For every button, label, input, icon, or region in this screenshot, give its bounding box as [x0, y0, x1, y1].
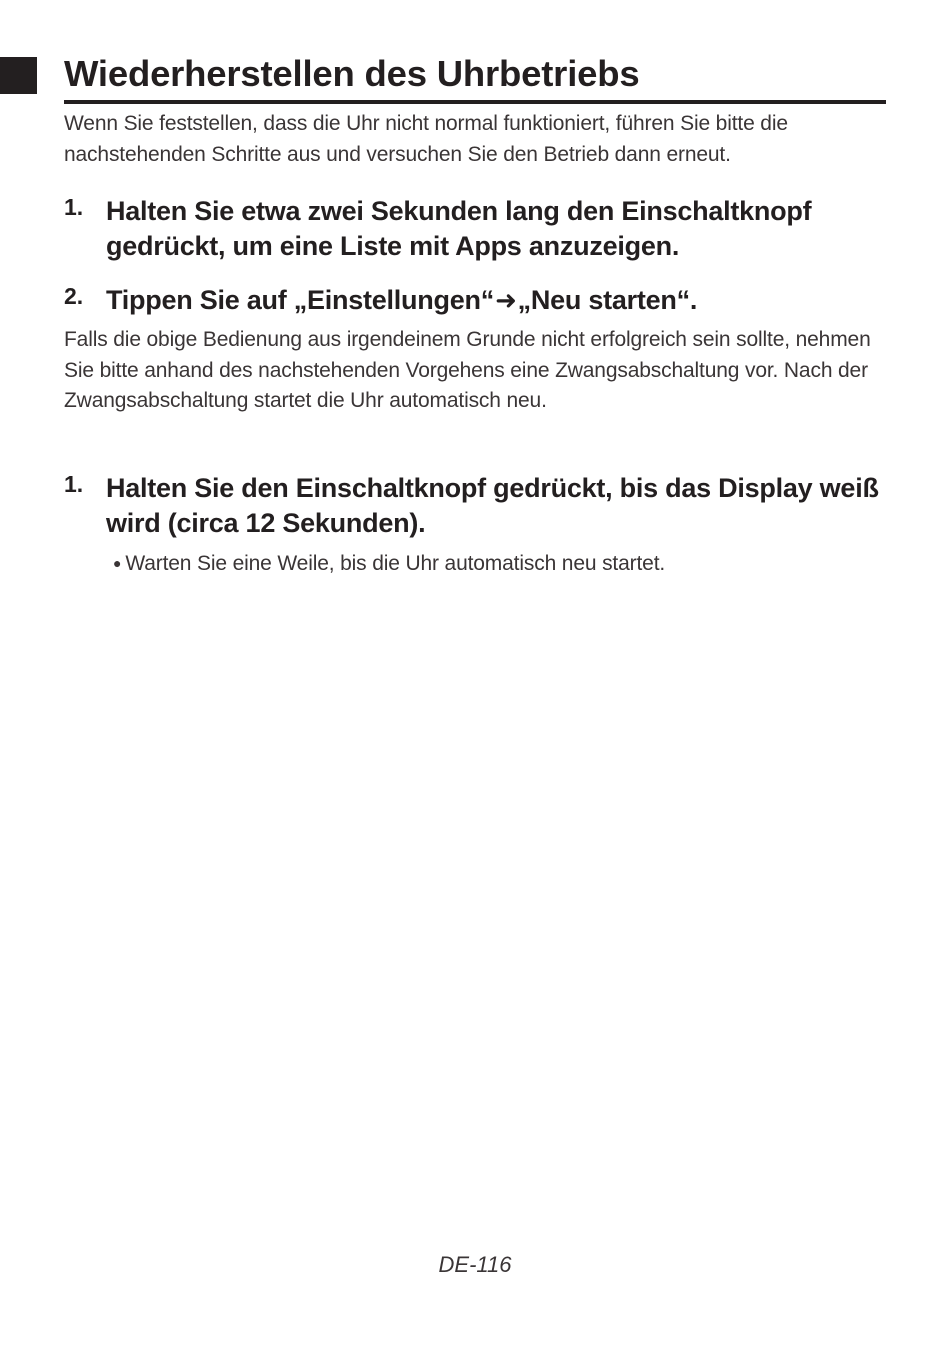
restart-step-1 [64, 194, 894, 264]
step-number: 2. [64, 283, 84, 309]
step-text-before: Tippen Sie auf „Einstellungen“ [106, 285, 495, 315]
bullet-dot-icon: ● [113, 555, 122, 571]
intro-paragraph: Wenn Sie feststellen, dass die Uhr nicht normal funktioniert, führen Sie bitte die nachstehenden Schritte aus und versuchen Sie den Betrieb dann erneut. [64, 112, 788, 166]
title-underline [64, 100, 886, 104]
bullet-text: Warten Sie eine Weile, bis die Uhr automatisch neu startet. [125, 552, 666, 575]
restart-step-2 [64, 283, 894, 318]
step-text: Halten Sie etwa zwei Sekunden lang den Einschaltknopf gedrückt, um eine Liste mit Apps anzuzeigen. [106, 196, 812, 261]
section-marker [0, 57, 37, 94]
step-text: Halten Sie den Einschaltknopf gedrückt, bis das Display weiß wird (circa 12 Sekunden). [106, 473, 879, 538]
page-number: DE-116 [438, 1252, 512, 1277]
step-text-after: „Neu starten“. [517, 285, 698, 315]
page-title: Wiederherstellen des Uhrbetriebs [64, 53, 640, 94]
forced-shutdown-note: Falls die obige Bedienung aus irgendeinem Grunde nicht erfolgreich sein sollte, nehmen Sie bitte anhand des nachstehenden Vorgehens eine Zwangsabschaltung vor. Nach der Zwangsabschaltung startet die Uhr automatisch neu. [64, 328, 871, 412]
bullet-note [113, 548, 665, 579]
step-number: 1. [64, 471, 84, 497]
step-number: 1. [64, 194, 84, 220]
arrow-right-icon: ➜ [495, 285, 517, 315]
forced-step-1 [64, 471, 894, 541]
step-text [106, 283, 894, 318]
